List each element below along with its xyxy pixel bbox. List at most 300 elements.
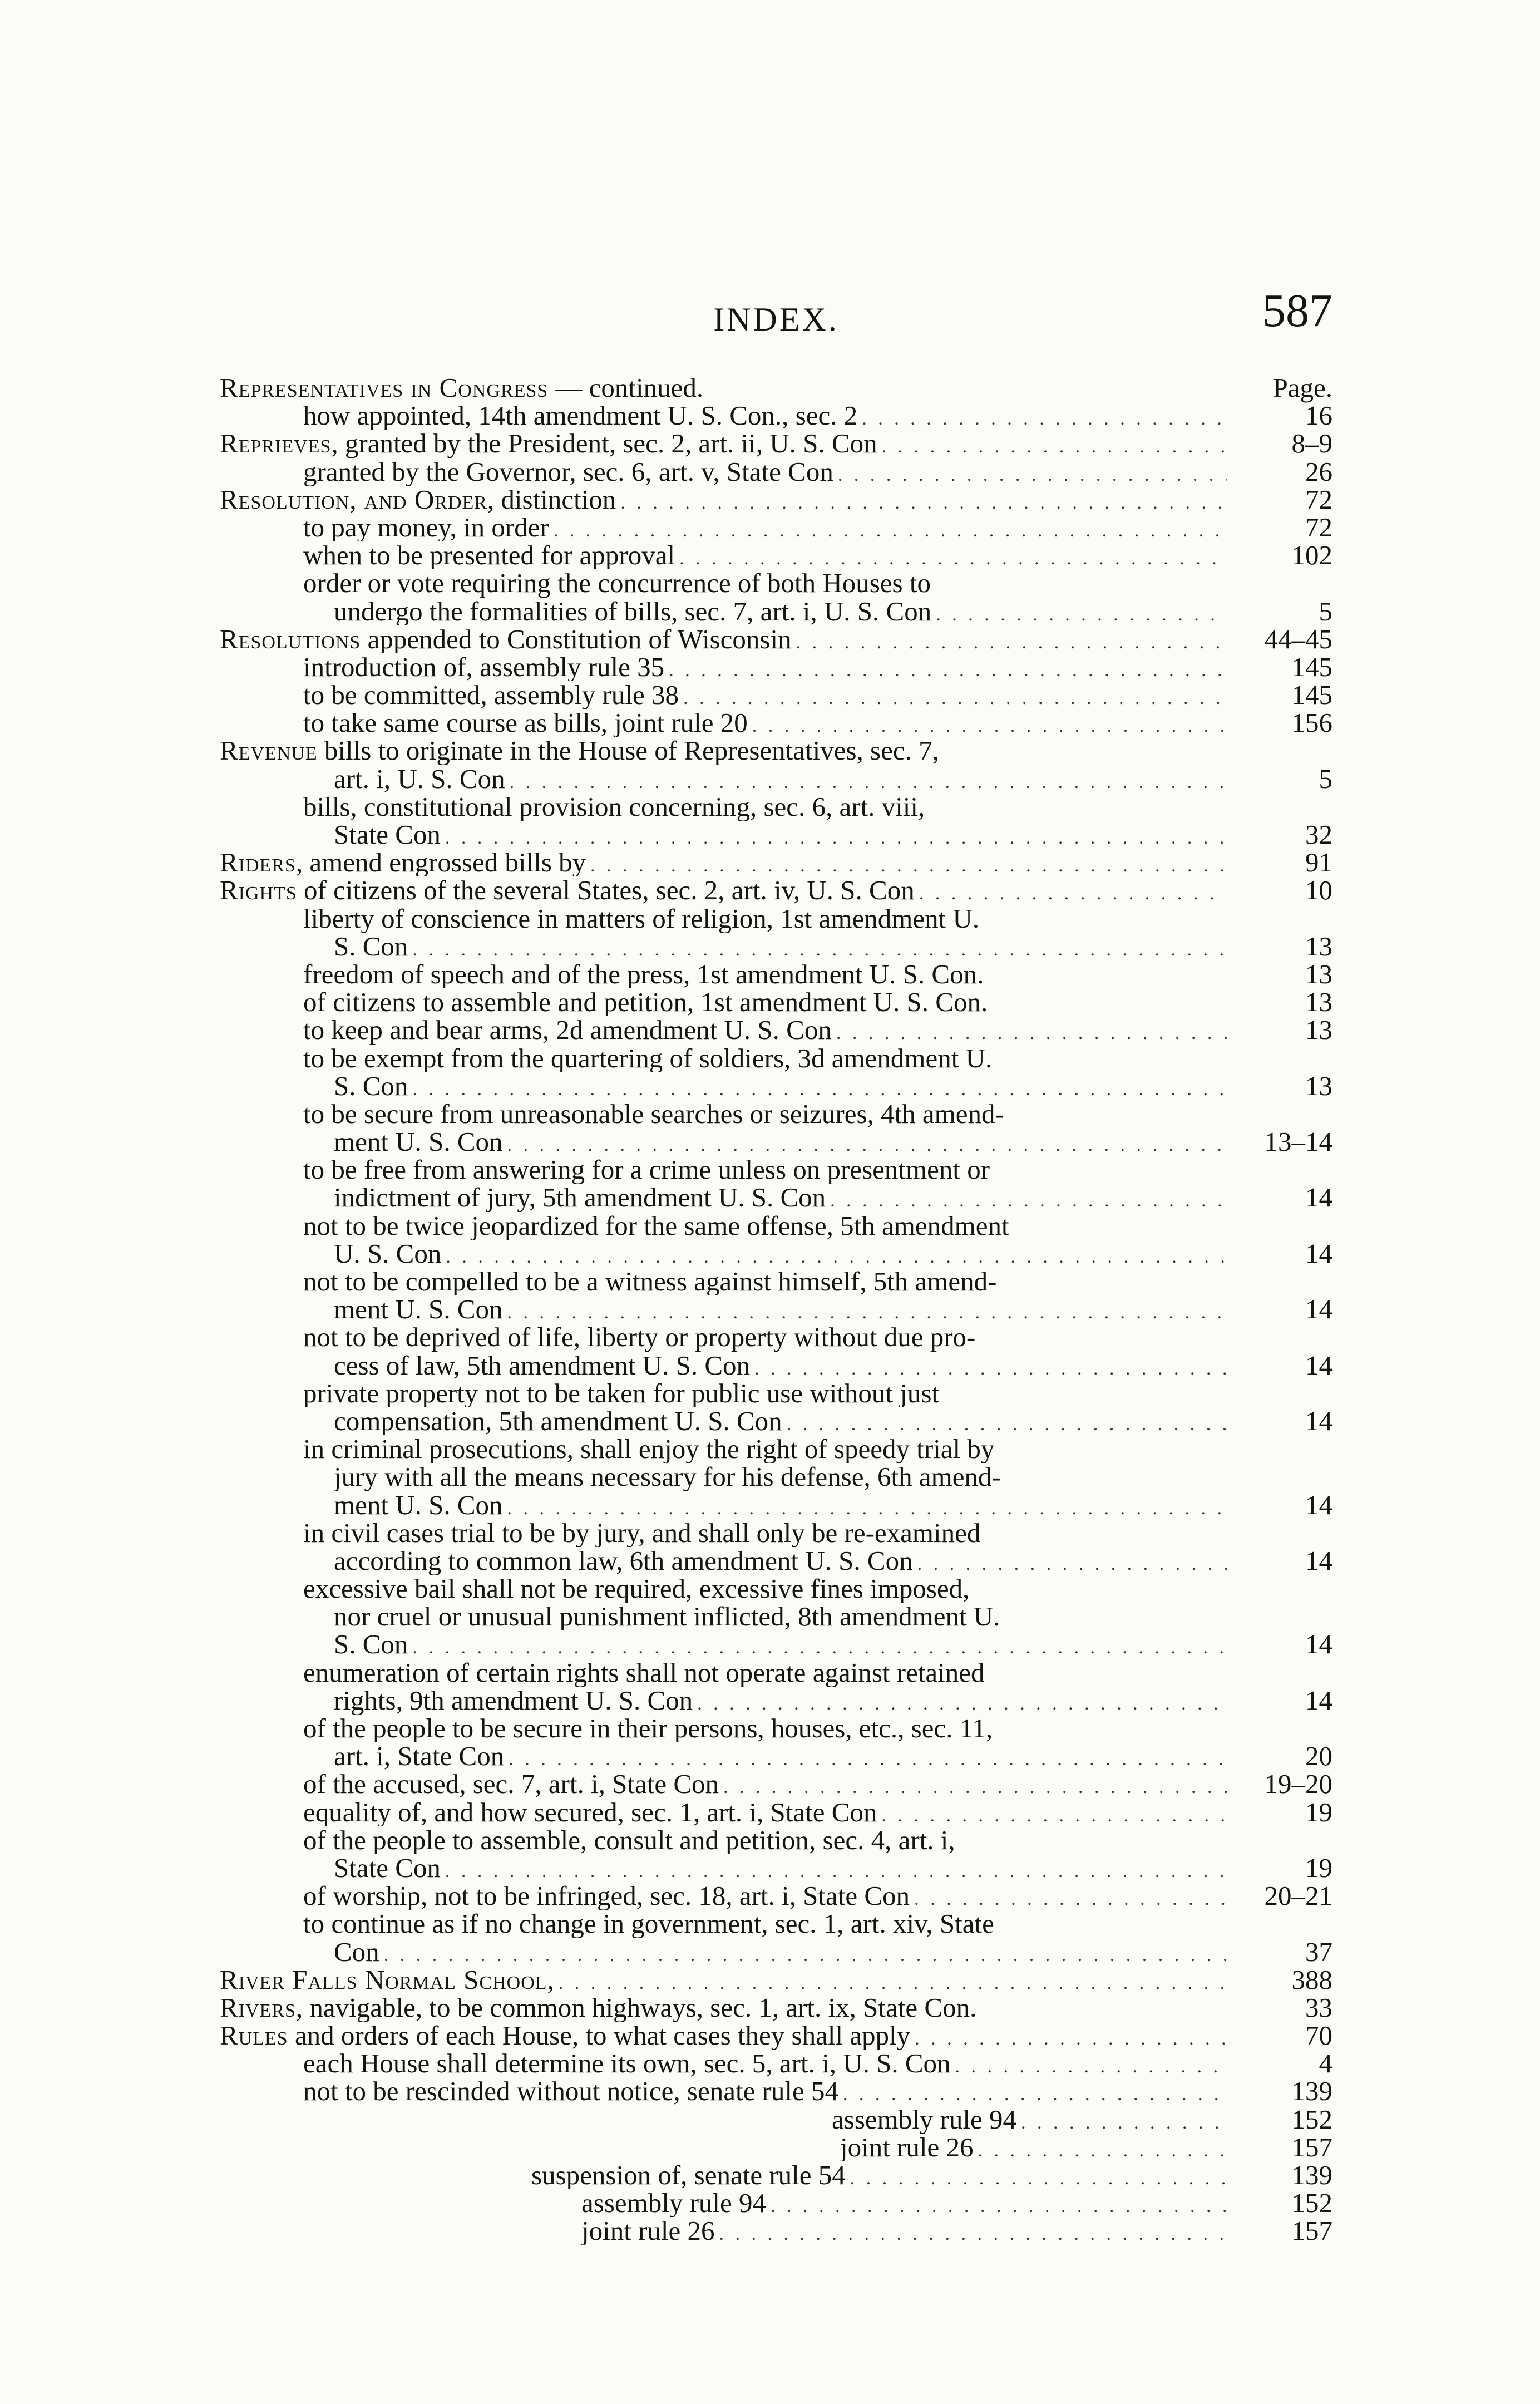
index-entry — [220, 765, 1332, 793]
entry-page-ref: 8–9 — [1291, 428, 1332, 459]
entry-page-ref: 44–45 — [1264, 623, 1332, 654]
entry-text — [303, 653, 664, 681]
entry-text — [303, 2077, 838, 2105]
entry-body: S. Con — [334, 1072, 408, 1100]
index-entry — [220, 541, 1332, 569]
entry-page-ref: 5 — [1319, 763, 1332, 794]
entry-body: in civil cases trial to be by jury, and shall only be re-examined — [303, 1519, 981, 1547]
dot-leader — [719, 1774, 1227, 1801]
index-entry — [220, 849, 1332, 876]
entry-heading: Reprieves — [220, 430, 332, 458]
entry-text — [303, 458, 833, 486]
entry-text — [334, 1491, 503, 1519]
page-column-head: Page. — [1272, 372, 1332, 403]
index-entry — [220, 1742, 1332, 1770]
entry-page-ref: 152 — [1291, 2188, 1332, 2219]
entry-page-ref: 14 — [1305, 1182, 1332, 1213]
entry-page-ref: 10 — [1305, 875, 1332, 906]
index-entry — [220, 2131, 1332, 2162]
entry-body: freedom of speech and of the press, 1st amendment U. S. Con. — [303, 960, 984, 989]
entry-body: to be free from answering for a crime unless on presentment or — [303, 1156, 990, 1184]
entry-body: State Con — [334, 1854, 441, 1883]
entry-page-ref: 20 — [1305, 1741, 1332, 1772]
entry-text — [303, 2050, 951, 2077]
entry-body: of worship, not to be infringed, sec. 18, art. i, State Con — [303, 1882, 910, 1910]
entry-page-ref: 19–20 — [1264, 1768, 1332, 1800]
entry-text — [303, 709, 748, 737]
entry-text — [220, 849, 586, 876]
entry-text — [303, 1826, 955, 1854]
dot-leader — [913, 1550, 1227, 1578]
entry-body: , granted by the President, sec. 2, art. ii, U. S. Con — [331, 430, 877, 458]
dot-leader — [379, 1942, 1227, 1969]
entry-body: not to be twice jeopardized for the same offense, 5th amendment — [303, 1211, 1009, 1240]
dot-leader — [503, 1495, 1227, 1523]
index-entry — [220, 1854, 1332, 1882]
entry-body: of the accused, sec. 7, art. i, State Con — [303, 1770, 719, 1799]
dot-leader — [408, 936, 1227, 964]
index-entry — [220, 1045, 1332, 1072]
dot-leader — [616, 489, 1227, 517]
entry-text — [303, 1045, 992, 1072]
entry-body: private property not to be taken for public use without just — [303, 1379, 940, 1407]
entry-page-ref: 14 — [1305, 1629, 1332, 1660]
entry-body: cess of law, 5th amendment U. S. Con — [334, 1351, 751, 1380]
entry-page-ref: 145 — [1291, 679, 1332, 711]
dot-leader — [586, 852, 1227, 880]
entry-text — [303, 1659, 985, 1687]
entry-text — [303, 1575, 969, 1603]
index-entry — [220, 653, 1332, 681]
dot-leader — [715, 2220, 1227, 2248]
entry-body: S. Con — [334, 1630, 408, 1659]
index-entry — [220, 1938, 1332, 1966]
entry-text — [303, 569, 931, 597]
dot-leader — [693, 1690, 1227, 1718]
entry-text — [303, 960, 984, 988]
entry-heading: Rivers — [220, 1993, 296, 2022]
entry-text — [334, 1547, 913, 1575]
dot-leader — [549, 517, 1227, 545]
entry-body: to be committed, assembly rule 38 — [303, 681, 679, 710]
entry-body: order or vote requiring the concurrence of both Houses to — [303, 569, 931, 598]
entry-text — [303, 1519, 980, 1547]
index-entry — [220, 1715, 1332, 1742]
entry-body: art. i, State Con — [334, 1742, 505, 1771]
index-entry — [220, 430, 1332, 457]
entry-text — [303, 402, 857, 430]
entry-heading: River Falls Normal School — [220, 1965, 547, 1994]
entry-body: — continued. — [548, 374, 704, 402]
entry-body: suspension of, senate rule 54 — [531, 2161, 846, 2190]
dot-leader — [505, 769, 1227, 796]
entry-text — [334, 765, 505, 793]
entry-body: rights, 9th amendment U. S. Con — [334, 1686, 693, 1715]
dot-leader — [503, 1131, 1227, 1159]
entry-text — [334, 1938, 379, 1966]
entry-page-ref: 14 — [1305, 1294, 1332, 1325]
entry-body: equality of, and how secured, sec. 1, art. i, State Con — [303, 1798, 877, 1826]
entry-text — [220, 1966, 554, 1994]
entry-body: to keep and bear arms, 2d amendment U. S. Con — [303, 1016, 832, 1045]
entry-text — [303, 1770, 719, 1798]
index-entry — [220, 905, 1332, 933]
index-entry — [220, 1603, 1332, 1630]
entry-page-ref: 33 — [1305, 1992, 1332, 2023]
entry-text — [303, 1799, 877, 1826]
entry-body: Con — [334, 1938, 379, 1966]
entry-text — [303, 1380, 939, 1407]
index-entry — [220, 1100, 1332, 1128]
entry-text — [334, 1407, 782, 1435]
entry-text — [531, 2161, 846, 2189]
dot-leader — [504, 1746, 1227, 1774]
entry-page-ref: 152 — [1291, 2104, 1332, 2135]
entry-heading: Rules — [220, 2022, 288, 2050]
entry-body: each House shall determine its own, sec. 5, art. i, U. S. Con — [303, 2050, 951, 2078]
index-entry — [220, 1994, 1332, 2022]
entry-page-ref: 139 — [1291, 2160, 1332, 2190]
entry-body: excessive bail shall not be required, excessive fines imposed, — [303, 1575, 970, 1603]
entry-body: of the people to be secure in their persons, houses, etc., sec. 11, — [303, 1715, 993, 1743]
index-entry — [220, 876, 1332, 904]
entry-text — [334, 1603, 1000, 1630]
entry-text — [334, 1240, 441, 1268]
entry-page-ref: 19 — [1305, 1796, 1332, 1827]
entry-page-ref: 14 — [1305, 1489, 1332, 1520]
entry-text — [303, 1715, 993, 1742]
entry-text — [303, 1910, 994, 1938]
entry-text — [303, 1323, 975, 1351]
index-entry — [220, 1323, 1332, 1351]
index-entry — [220, 1407, 1332, 1435]
index-entry — [220, 2189, 1332, 2217]
index-entry — [220, 511, 1332, 543]
page-number: 587 — [1262, 285, 1332, 337]
entry-text — [220, 374, 703, 402]
dot-leader — [915, 880, 1227, 908]
entry-page-ref: 139 — [1291, 2076, 1332, 2107]
entry-body: nor cruel or unusual punishment inflicted, 8th amendment U. — [334, 1603, 1000, 1631]
index-entry — [220, 2077, 1332, 2105]
entry-text — [220, 1994, 976, 2022]
entry-page-ref: 72 — [1305, 484, 1332, 515]
entry-body: liberty of conscience in matters of religion, 1st amendment U. — [303, 904, 980, 933]
entry-page-ref: 388 — [1291, 1964, 1332, 1995]
dot-leader — [846, 2165, 1227, 2193]
entry-heading: Rights — [220, 876, 297, 905]
entry-text — [303, 1268, 997, 1295]
entry-page-ref: 37 — [1305, 1936, 1332, 1967]
entry-page-ref: 4 — [1319, 2048, 1332, 2079]
dot-leader — [441, 824, 1227, 852]
entry-text — [334, 1630, 408, 1658]
entry-body: granted by the Governor, sec. 6, art. v, State Con — [303, 457, 833, 486]
dot-leader — [910, 2025, 1227, 2053]
entry-page-ref: 14 — [1305, 1349, 1332, 1381]
entry-page-ref: 13 — [1305, 987, 1332, 1018]
entry-body: enumeration of certain rights shall not operate against retained — [303, 1658, 985, 1687]
entry-body: ment U. S. Con — [334, 1295, 503, 1324]
entry-text — [334, 598, 931, 625]
entry-text — [303, 681, 679, 709]
entry-text — [334, 1295, 503, 1323]
index-entry — [220, 988, 1332, 1016]
index-entry — [220, 1016, 1332, 1044]
entry-body: U. S. Con — [334, 1239, 442, 1268]
dot-leader — [910, 1885, 1227, 1913]
entry-page-ref: 91 — [1305, 847, 1332, 878]
entry-text — [334, 1128, 503, 1156]
dot-leader — [766, 2193, 1227, 2220]
index-entry — [220, 569, 1332, 597]
index-entry — [220, 709, 1332, 737]
index-entry — [220, 1463, 1332, 1491]
entry-body: in criminal prosecutions, shall enjoy the right of speedy trial by — [303, 1435, 995, 1464]
index-entry — [220, 1796, 1332, 1827]
entry-heading: Resolutions — [220, 625, 361, 653]
entry-page-ref: 13 — [1305, 958, 1332, 989]
entry-text — [334, 1352, 750, 1380]
entry-text — [220, 430, 877, 457]
index-entry — [220, 1349, 1332, 1381]
dot-leader — [833, 461, 1227, 489]
entry-page-ref: 20–21 — [1264, 1880, 1332, 1912]
entry-text — [832, 2106, 1016, 2134]
entry-body: art. i, U. S. Con — [334, 765, 505, 793]
dot-leader — [877, 1802, 1227, 1830]
entry-body: ment U. S. Con — [334, 1491, 503, 1519]
entry-body: of the people to assemble, consult and petition, sec. 4, art. i, — [303, 1826, 955, 1854]
entry-body: introduction of, assembly rule 35 — [303, 653, 665, 682]
entry-page-ref: 13–14 — [1264, 1126, 1332, 1157]
index-entries — [220, 374, 1332, 2245]
index-entry — [220, 1519, 1332, 1547]
entry-body: of citizens to assemble and petition, 1st amendment U. S. Con. — [303, 988, 988, 1017]
index-entry — [220, 793, 1332, 821]
dot-leader — [679, 684, 1227, 712]
entry-body: not to be compelled to be a witness against himself, 5th amend- — [303, 1268, 997, 1296]
entry-page-ref: 32 — [1305, 819, 1332, 850]
dot-leader — [441, 1858, 1227, 1885]
entry-body: undergo the formalities of bills, sec. 7, art. i, U. S. Con — [334, 597, 932, 625]
dot-leader — [441, 1243, 1227, 1271]
dot-leader — [826, 1187, 1227, 1215]
dot-leader — [748, 712, 1227, 740]
entry-body: indictment of jury, 5th amendment U. S. Con — [334, 1184, 826, 1212]
entry-body: to continue as if no change in government, sec. 1, art. xiv, State — [303, 1910, 994, 1938]
entry-text — [334, 1742, 504, 1770]
entry-body: joint rule 26 — [840, 2133, 974, 2162]
index-entry — [220, 1268, 1332, 1295]
dot-leader — [675, 545, 1227, 573]
entry-page-ref: 14 — [1305, 1238, 1332, 1269]
entry-page-ref: 14 — [1305, 1545, 1332, 1576]
index-entry — [220, 930, 1332, 962]
entry-text — [220, 2022, 910, 2050]
entry-page-ref: 13 — [1305, 930, 1332, 962]
dot-leader — [554, 1969, 1227, 1997]
index-entry — [220, 2161, 1332, 2189]
index-entry — [220, 821, 1332, 849]
entry-body: , navigable, to be common highways, sec. 1, art. ix, State Con. — [295, 1993, 977, 2022]
entry-text — [334, 933, 408, 960]
index-entry — [220, 1295, 1332, 1323]
entry-body: not to be deprived of life, liberty or property without due pro- — [303, 1323, 976, 1352]
index-entry — [220, 1435, 1332, 1463]
entry-body: to take same course as bills, joint rule 20 — [303, 709, 748, 737]
entry-text — [303, 793, 925, 821]
entry-body: to be secure from unreasonable searches or seizures, 4th amend- — [303, 1100, 1004, 1129]
entry-text — [303, 1212, 1009, 1240]
entry-text — [334, 1072, 408, 1100]
dot-leader — [931, 601, 1227, 629]
index-entry — [220, 1659, 1332, 1687]
index-entry — [220, 1128, 1332, 1156]
entry-text — [303, 1156, 990, 1184]
entry-text — [303, 1100, 1004, 1128]
entry-page-ref: 156 — [1291, 707, 1332, 738]
index-entry — [220, 1575, 1332, 1603]
index-entry — [220, 2217, 1332, 2245]
entry-page-ref: 14 — [1305, 1684, 1332, 1716]
entry-body: when to be presented for approval — [303, 541, 675, 570]
entry-body: and orders of each House, to what cases they shall apply — [288, 2022, 911, 2050]
entry-page-ref: 145 — [1291, 651, 1332, 682]
entry-page-ref: 70 — [1305, 2020, 1332, 2051]
index-entry — [220, 374, 1332, 402]
entry-text — [303, 988, 988, 1016]
entry-body: bills, constitutional provision concerning, sec. 6, art. viii, — [303, 792, 925, 821]
entry-page-ref: 157 — [1291, 2131, 1332, 2162]
index-entry — [220, 2050, 1332, 2077]
entry-body: appended to Constitution of Wisconsin — [361, 625, 792, 653]
index-entry — [220, 1072, 1332, 1100]
index-entry — [220, 1770, 1332, 1798]
entry-body: S. Con — [334, 932, 408, 960]
entry-body: joint rule 26 — [581, 2217, 715, 2245]
index-entry — [220, 1491, 1332, 1519]
entry-page-ref: 13 — [1305, 1070, 1332, 1101]
index-entry — [220, 1156, 1332, 1184]
entry-body: State Con — [334, 821, 441, 849]
index-entry — [220, 1966, 1332, 1994]
index-entry — [220, 1630, 1332, 1658]
entry-text — [334, 1854, 441, 1882]
entry-body: compensation, 5th amendment U. S. Con — [334, 1407, 782, 1436]
index-entry — [220, 2106, 1332, 2134]
dot-leader — [951, 2053, 1227, 2081]
entry-page-ref: 102 — [1291, 540, 1332, 571]
dot-leader — [408, 1634, 1227, 1662]
index-entry — [220, 458, 1332, 486]
dot-leader — [974, 2137, 1227, 2165]
entry-body: not to be rescinded without notice, senate rule 54 — [303, 2077, 839, 2106]
entry-body: bills to originate in the House of Representatives, sec. 7, — [317, 737, 939, 765]
entry-body: of citizens of the several States, sec. 2, art. iv, U. S. Con — [297, 876, 915, 905]
entry-text — [303, 905, 979, 933]
entry-body: , amend engrossed bills by — [295, 849, 586, 877]
entry-text — [220, 876, 915, 904]
index-entry — [220, 486, 1332, 514]
entry-heading: Riders — [220, 849, 296, 877]
index-entry — [220, 1826, 1332, 1854]
dot-leader — [664, 657, 1227, 684]
entry-text — [334, 1184, 826, 1211]
index-entry — [220, 737, 1332, 765]
entry-body: , distinction — [487, 485, 616, 514]
index-entry — [220, 681, 1332, 709]
index-entry — [220, 1380, 1332, 1407]
entry-body: ment U. S. Con — [334, 1128, 503, 1156]
entry-text — [581, 2189, 766, 2217]
entry-page-ref: 5 — [1319, 595, 1332, 627]
dot-leader — [792, 629, 1227, 657]
entry-body: assembly rule 94 — [832, 2105, 1017, 2134]
entry-body: to be exempt from the quartering of soldiers, 3d amendment U. — [303, 1044, 993, 1072]
dot-leader — [503, 1299, 1227, 1327]
entry-body: to pay money, in order — [303, 513, 549, 542]
entry-page-ref: 72 — [1305, 511, 1332, 543]
entry-text — [220, 486, 616, 514]
index-entry — [220, 1184, 1332, 1211]
entry-body: according to common law, 6th amendment U. S. Con — [334, 1546, 913, 1575]
entry-text — [303, 1435, 994, 1463]
entry-text — [303, 514, 549, 541]
entry-heading: Representatives in Congress — [220, 374, 549, 402]
index-entry — [220, 1240, 1332, 1268]
dot-leader — [877, 433, 1227, 461]
index-entry — [220, 1882, 1332, 1910]
entry-text — [840, 2134, 974, 2161]
index-entry — [220, 960, 1332, 988]
entry-text — [303, 541, 675, 569]
entry-heading: Revenue — [220, 737, 318, 765]
dot-leader — [408, 1076, 1227, 1104]
entry-text — [303, 1016, 832, 1044]
page-title: INDEX. — [713, 301, 839, 338]
entry-page-ref: 14 — [1305, 1405, 1332, 1436]
entry-body: assembly rule 94 — [581, 2189, 767, 2218]
dot-leader — [750, 1355, 1227, 1383]
index-entry — [220, 1547, 1332, 1575]
entry-heading: Resolution, and Order — [220, 485, 487, 514]
entry-page-ref: 16 — [1305, 400, 1332, 431]
entry-body: jury with all the means necessary for his defense, 6th amend- — [334, 1463, 1001, 1491]
entry-text — [334, 1463, 1001, 1491]
entry-text — [334, 821, 441, 849]
entry-text — [303, 1882, 910, 1910]
index-entry — [220, 1684, 1332, 1716]
dot-leader — [857, 405, 1227, 433]
dot-leader — [1016, 2109, 1227, 2137]
entry-page-ref: 26 — [1305, 456, 1332, 487]
dot-leader — [832, 1019, 1227, 1047]
dot-leader — [838, 2081, 1227, 2109]
entry-page-ref: 13 — [1305, 1014, 1332, 1046]
entry-text — [220, 737, 939, 765]
index-entry — [220, 595, 1332, 627]
entry-page-ref: 19 — [1305, 1852, 1332, 1883]
entry-page-ref: 157 — [1291, 2215, 1332, 2247]
entry-body: , — [547, 1965, 554, 1994]
entry-text — [220, 625, 792, 653]
dot-leader — [782, 1411, 1227, 1439]
index-entry — [220, 1910, 1332, 1938]
entry-body: how appointed, 14th amendment U. S. Con., sec. 2 — [303, 402, 858, 430]
index-entry — [220, 2022, 1332, 2050]
entry-text — [581, 2217, 715, 2245]
